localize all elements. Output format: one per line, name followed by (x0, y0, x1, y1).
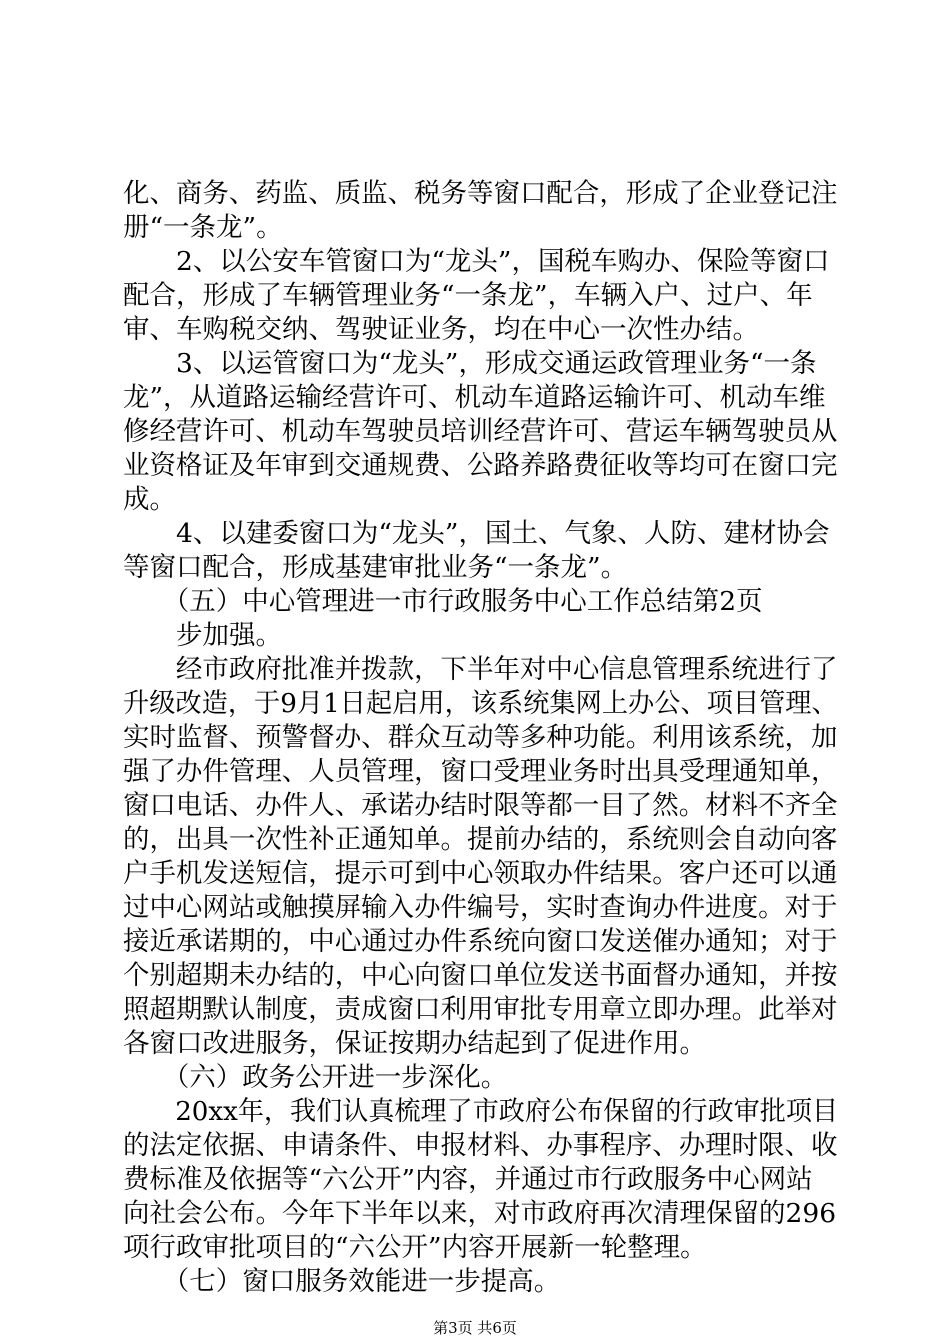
body-text-line: 4、以建委窗口为“龙头”，国土、气象、人防、建材协会 (123, 518, 830, 549)
body-text-line: 化、商务、药监、质监、税务等窗口配合，形成了企业登记注 (123, 178, 838, 209)
body-text-line: 照超期默认制度，责成窗口利用审批专用章立即办理。此举对 (123, 994, 838, 1025)
section-heading: （六）政务公开进一步深化。 (123, 1062, 508, 1093)
body-text-line: 接近承诺期的，中心通过办件系统向窗口发送催办通知；对于 (123, 926, 838, 957)
body-text-line: 龙”，从道路运输经营许可、机动车道路运输许可、机动车维 (123, 382, 826, 413)
body-text-line: 户手机发送短信，提示可到中心领取办件结果。客户还可以通 (123, 858, 838, 889)
body-text-line: 个别超期未办结的，中心向窗口单位发送书面督办通知，并按 (123, 960, 838, 991)
body-text-line: 项行政审批项目的“六公开”内容开展新一轮整理。 (123, 1232, 707, 1263)
body-text-line: 强了办件管理、人员管理，窗口受理业务时出具受理通知单， (123, 756, 838, 787)
body-text-line: 各窗口改进服务，保证按期办结起到了促进作用。 (123, 1028, 706, 1059)
body-text-line: 册“一条龙”。 (123, 212, 283, 243)
body-text-line: 升级改造，于9月1日起启用，该系统集网上办公、项目管理、 (123, 688, 838, 719)
body-text-line: 的法定依据、申请条件、申报材料、办事程序、办理时限、收 (123, 1130, 838, 1161)
body-text-line: 过中心网站或触摸屏输入办件编号，实时查询办件进度。对于 (123, 892, 838, 923)
body-text-line: 窗口电话、办件人、承诺办结时限等都一目了然。材料不齐全 (123, 790, 838, 821)
body-text-line: 审、车购税交纳、驾驶证业务，均在中心一次性办结。 (123, 314, 759, 345)
section-heading: （七）窗口服务效能进一步提高。 (123, 1266, 561, 1297)
body-text-line: 费标准及依据等“六公开”内容，并通过市行政服务中心网站 (123, 1164, 813, 1195)
body-text-line: 经市政府批准并拨款，下半年对中心信息管理系统进行了 (123, 654, 838, 685)
body-text-line: 向社会公布。今年下半年以来，对市政府再次清理保留的296 (123, 1198, 837, 1229)
body-text-line: 步加强。 (123, 620, 282, 651)
body-text-line: 配合，形成了车辆管理业务“一条龙”，车辆入户、过户、年 (123, 280, 813, 311)
body-text-line: 3、以运管窗口为“龙头”，形成交通运政管理业务“一条 (123, 348, 817, 379)
body-text-line: 的，出具一次性补正通知单。提前办结的，系统则会自动向客 (123, 824, 838, 855)
page-number-footer: 第3页 共6页 (433, 1319, 517, 1337)
body-text-line: 实时监督、预警督办、群众互动等多种功能。利用该系统，加 (123, 722, 838, 753)
body-text-line: 等窗口配合，形成基建审批业务“一条龙”。 (123, 552, 628, 583)
body-text-line: 2、以公安车管窗口为“龙头”，国税车购办、保险等窗口 (123, 246, 830, 277)
body-text-line: 成。 (123, 484, 176, 515)
body-text-line: 修经营许可、机动车驾驶员培训经营许可、营运车辆驾驶员从 (123, 416, 838, 447)
body-text-line: 20xx年，我们认真梳理了市政府公布保留的行政审批项目 (123, 1096, 839, 1127)
body-text-line: 业资格证及年审到交通规费、公路养路费征收等均可在窗口完 (123, 450, 838, 481)
section-heading: （五）中心管理进一市行政服务中心工作总结第2页 (123, 586, 763, 617)
